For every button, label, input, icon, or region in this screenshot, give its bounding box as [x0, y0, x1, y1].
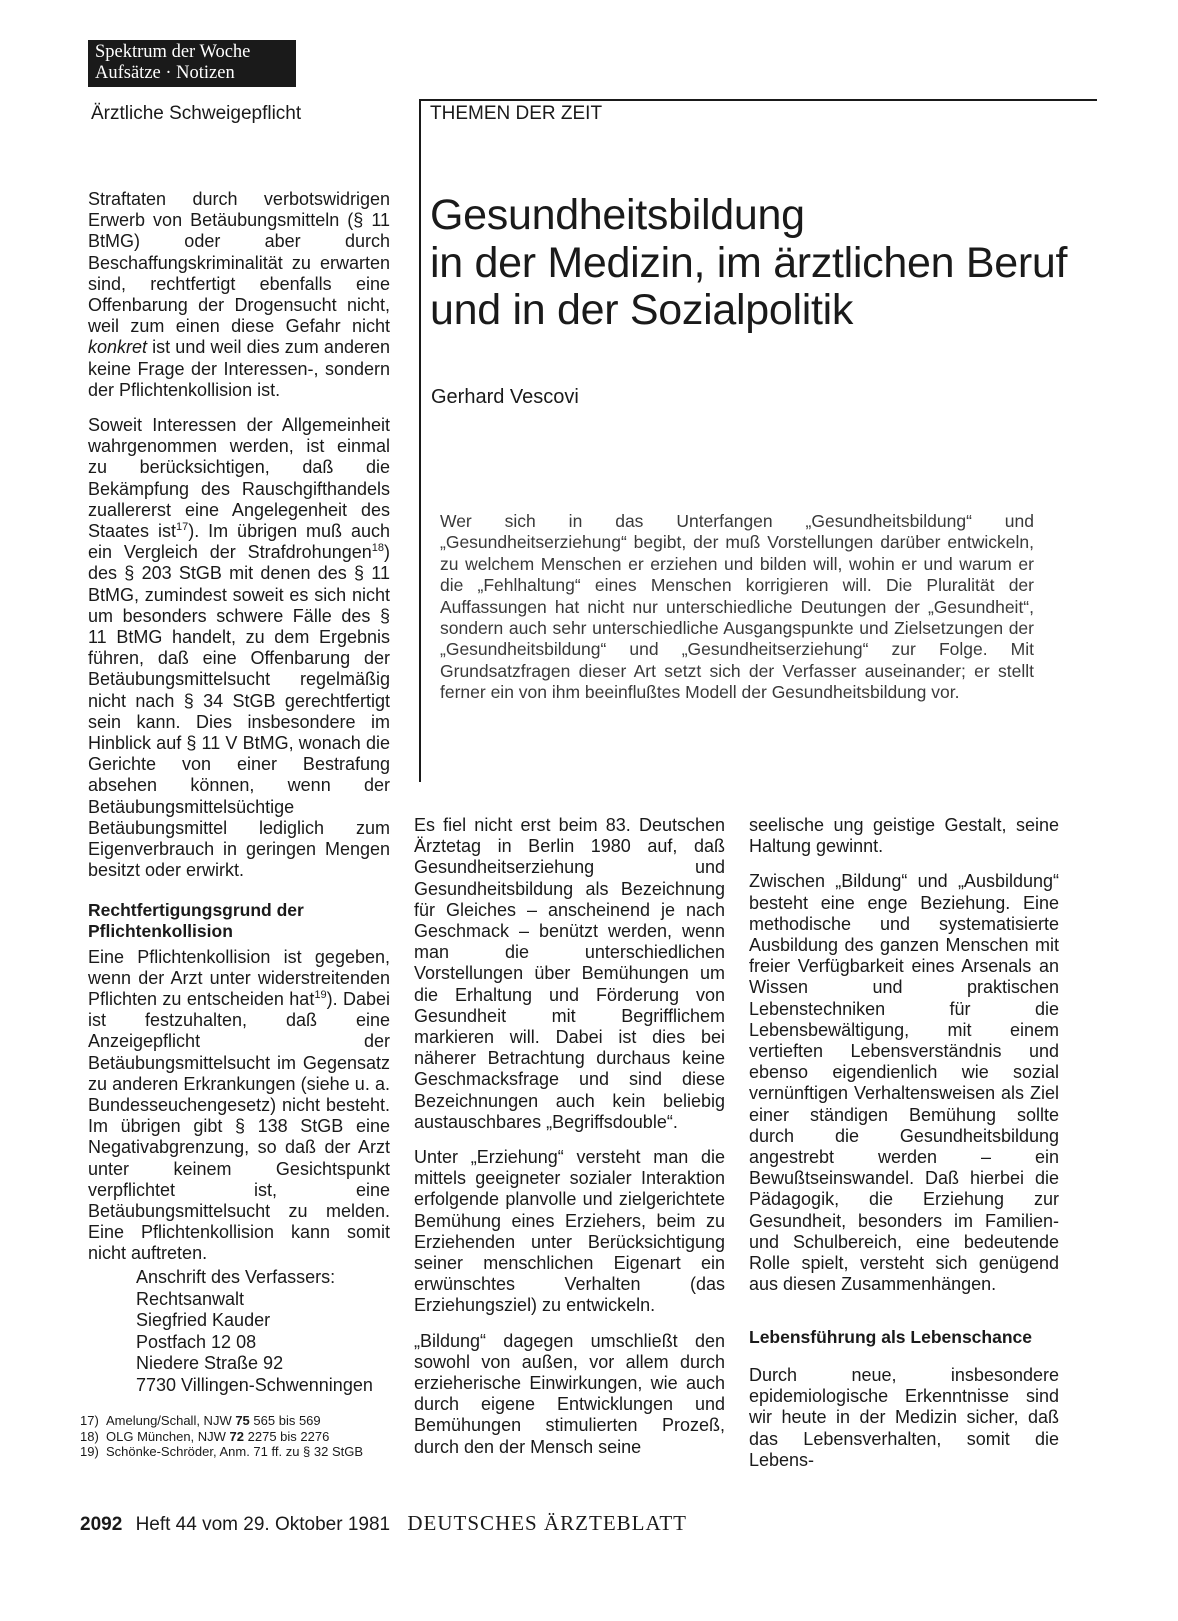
footnote-ref-17: 17: [175, 521, 189, 534]
right-column: [749, 815, 1059, 1471]
middle-column: [414, 815, 725, 1458]
journal-name: DEUTSCHES ÄRZTEBLATT: [407, 1511, 687, 1535]
left-paragraph-2: Soweit Interessen der Allgemeinheit wahrgenommen werden, ist einmal zu berücksichtigen, daß die Bekämpfung des Rauschgifthandels zuallererst eine Angelegenheit des Staates ist$^{17}$). Im übrigen muß auch ein Vergleich der Strafdrohungen$^{18}$) des § 203 StGB mit denen des § 11 BtMG, zumindest soweit es sich nicht um besonders schwere Fälle des § 11 BtMG handelt, zu dem Ergebnis führen, daß eine Offenbarung der Betäubungsmittelsucht regelmäßig nicht nach § 34 StGB gerechtfertigt sein kann. Dies insbesondere im Hinblick auf § 11 V BtMG, wonach die Gerichte von einer Bestrafung absehen können, wenn der Betäubungsmittelsüchtige Betäubungsmittel lediglich zum Eigenverbrauch in geringen Mengen besitzt oder erwirkt.: [88, 415, 390, 881]
middle-paragraph-1: Es fiel nicht erst beim 83. Deutschen Ärztetag in Berlin 1980 auf, daß Gesundheitserziehung und Gesundheitsbildung als Bezeichnung für Gleiches – anscheinend je nach Geschmack – benützt werden, wenn man die unterschiedlichen Vorstellungen über Bemühungen um die Erhaltung und Förderung von Gesundheit mit Begrifflichem markieren will. Dabei ist dies bei näherer Betrachtung durchaus keine Geschmacksfrage und sind diese Bezeichnungen auch kein beliebig austauschbares „Begriffsdouble“.: [414, 815, 725, 1132]
page-number: 2092: [80, 1514, 123, 1535]
column-divider: [419, 99, 421, 782]
left-column: [88, 189, 390, 1265]
left-paragraph-3: Eine Pflichtenkollision ist gegeben, wenn der Arzt unter widerstreitenden Pflichten zu entscheiden hat$^{19}$). Dabei ist festzuhalten, daß eine Anzeigepflicht der Betäubungsmittelsucht im Gegensatz zu anderen Erkrankungen (siehe u. a. Bundesseuchengesetz) nicht besteht. Im übrigen gibt § 138 StGB eine Negativabgrenzung, so daß der Arzt unter keinem Gesichtspunkt verpflichtet ist, eine Betäubungsmittelsucht zu melden. Eine Pflichtenkollision kann somit nicht auftreten.: [88, 946, 390, 1264]
address-line: 7730 Villingen-Schwenningen: [136, 1374, 373, 1395]
address-line: Rechtsanwalt: [136, 1288, 245, 1309]
section-heading-pflichtenkollision: Rechtfertigungsgrund der Pflichtenkollision: [88, 899, 304, 941]
footnote-19: 19) Schönke-Schröder, Anm. 71 ff. zu § 32 StGB: [80, 1444, 364, 1459]
section-kicker: [88, 40, 296, 87]
right-paragraph-1: seelische ung geistige Gestalt, seine Haltung gewinnt.: [749, 815, 1059, 857]
address-line: Niedere Straße 92: [136, 1353, 284, 1373]
middle-paragraph-3: „Bildung“ dagegen umschließt den sowohl von außen, vor allem durch erzieherische Einwirkungen, wie auch durch eigene Entwicklungen und Bemühungen stimulierten Prozeß, durch den der Mensch seine: [414, 1330, 725, 1457]
right-paragraph-3: Durch neue, insbesondere epidemiologische Erkenntnisse sind wir heute in der Medizin sicher, daß das Lebensverhalten, somit die Lebens-: [749, 1364, 1059, 1470]
right-paragraph-2: Zwischen „Bildung“ und „Ausbildung“ besteht eine enge Beziehung. Eine methodische und systematisierte Ausbildung des ganzen Menschen mit freier Verfügbarkeit eines Arsenals an Wissen und praktischen Lebenstechniken für die Lebensbewältigung, mit einem vertieften Lebensverständnis und ebenso eigendienlich wie sozial vernünftigen Verhaltensweisen als Ziel einer ständigen Bemühung sollte durch die Gesundheitsbildung angestrebt werden – ein Bewußtseinswandel. Daß hierbei die Pädagogik, die Erziehung zur Gesundheit, besonders im Familien- und Schulbereich, eine bedeutende Rolle spielt, versteht sich genügend aus diesen Zusammenhängen.: [749, 871, 1059, 1295]
address-line: Siegfried Kauder: [136, 1310, 271, 1330]
author-address: [136, 1267, 373, 1396]
footnote-ref-19: 19: [314, 988, 327, 1001]
address-line: Postfach 12 08: [136, 1331, 257, 1352]
header-rule: [421, 99, 1097, 101]
article-author: Gerhard Vescovi: [431, 386, 579, 408]
left-running-head: Ärztliche Schweigepflicht: [91, 103, 302, 124]
page-footer: [80, 1512, 687, 1536]
right-running-head: THEMEN DER ZEIT: [430, 103, 603, 124]
section-kicker-line1: Spektrum der Woche: [95, 42, 251, 62]
footnote-17: 17) Amelung/Schall, NJW 75 565 bis 569: [80, 1413, 321, 1428]
emphasis-konkret: konkret: [88, 337, 148, 358]
left-paragraph-1: Straftaten durch verbotswidrigen Erwerb von Betäubungsmitteln (§ 11 BtMG) oder aber durch Beschaffungskriminalität zu erwarten sind, rechtfertigt ebenfalls eine Offenbarung der Drogensucht nicht, weil zum einen diese Gefahr nicht konkret ist und weil dies zum anderen keine Frage der Interessen-, sondern der Pflichtenkollision ist.: [88, 189, 390, 400]
article-abstract: Wer sich in das Unterfangen „Gesundheitsbildung“ und „Gesundheitserziehung“ begibt, der muß Vorstellungen darüber entwickeln, zu welchem Menschen er erziehen und bilden will, wohin er und warum er die „Fehlhaltung“ eines Menschen korrigieren will. Die Pluralität der Auffassungen hat nicht nur unterschiedliche Deutungen der „Gesundheit“, sondern auch sehr unterschiedliche Ausgangspunkte und Zielsetzungen der „Gesundheitsbildung“ und „Gesundheitserziehung“ zur Folge. Mit Grundsatzfragen dieser Art setzt sich der Verfasser auseinander; er stellt ferner ein von ihm beeinflußtes Modell der Gesundheitsbildung vor.: [440, 511, 1034, 703]
section-kicker-line2: Aufsätze · Notizen: [95, 63, 235, 83]
issue-info: Heft 44 vom 29. Oktober 1981: [135, 1514, 391, 1535]
footnote-18: 18) OLG München, NJW 72 2275 bis 2276: [80, 1428, 330, 1444]
footnote-ref-18: 18: [371, 542, 384, 555]
address-line: Anschrift des Verfassers:: [136, 1267, 336, 1287]
section-heading-lebensfuehrung: Lebensführung als Lebenschance: [749, 1327, 1032, 1348]
article-title: Gesundheitsbildung in der Medizin, im ärztlichen Beruf und in der Sozialpolitik: [430, 191, 1068, 334]
footnotes: [80, 1413, 392, 1460]
middle-paragraph-2: Unter „Erziehung“ versteht man die mittels geeigneter sozialer Interaktion erfolgende planvolle und zielgerichtete Bemühung eines Erziehers, beim zu Erziehenden unter Berücksichtigung seiner menschlichen Eigenart ein erwünschtes Verhalten (das Erziehungsziel) zu entwickeln.: [414, 1147, 725, 1316]
